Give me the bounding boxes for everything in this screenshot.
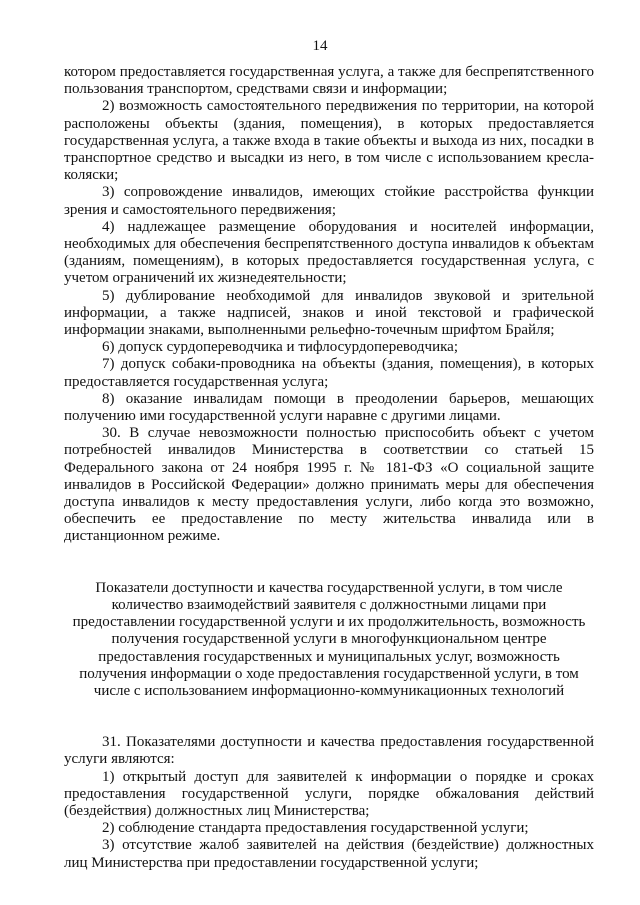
paragraph-item-8: 8) оказание инвалидам помощи в преодолении барьеров, мешающих получению ими государственной услуги наравне с другими лицами. [64,390,594,425]
heading-line: количество взаимодействий заявителя с должностными лицами при [111,596,547,613]
paragraph-item-3: 3) сопровождение инвалидов, имеющих стойкие расстройства функции зрения и самостоятельного передвижения; [64,184,594,218]
document-body [64,64,594,872]
section-heading [64,580,594,700]
heading-line: предоставлении государственной услуги и их продолжительность, возможность [72,614,586,631]
heading-line: Показатели доступности и качества государственной услуги, в том числе [95,579,563,596]
paragraph-indicator-3: 3) отсутствие жалоб заявителей на действия (бездействие) должностных лиц Министерства при предоставлении государственной услуги; [64,837,594,871]
paragraph-clause-30: 30. В случае невозможности полностью приспособить объект с учетом потребностей инвалидов Министерства в соответствии со статьей 15 Федерального закона от 24 ноября 1995 г. № 181-ФЗ «О социальной защите инвалидов в Российской Федерации» должно принимать меры для обеспечения доступа инвалидов к месту предоставления услуги, либо когда это возможно, обеспечить ее предоставление по месту жительства инвалида или в дистанционном режиме. [64,425,594,545]
paragraph-item-2: 2) возможность самостоятельного передвижения по территории, на которой расположены объекты (здания, помещения), в которых предоставляется государственная услуга, а также входа в такие объекты и выхода из них, посадки в транспортное средство и высадки из него, в том числе с использованием кресла-коляски; [64,98,594,184]
paragraph-item-6: 6) допуск сурдопереводчика и тифлосурдопереводчика; [102,339,458,356]
paragraph-item-7: 7) допуск собаки-проводника на объекты (здания, помещения), в которых предоставляется государственная услуга; [64,356,594,390]
page-number: 14 [312,38,328,54]
heading-line: числе с использованием информационно-коммуникационных технологий [93,682,565,699]
paragraph-item-5: 5) дублирование необходимой для инвалидов звуковой и зрительной информации, а также надписей, знаков и иной текстовой и графической информации знаками, выполненными рельефно-точечным шрифтом Брайля; [64,287,594,339]
heading-line: получения информации о ходе предоставления государственной услуги, в том [79,665,579,682]
heading-line: получения государственной услуги в многофункциональном центре [111,631,547,648]
paragraph-continuation: котором предоставляется государственная услуга, а также для беспрепятственного пользования транспортом, средствами связи и информации; [64,64,594,98]
heading-line: предоставления государственных и муниципальных услуг, возможность [98,648,560,665]
paragraph-clause-31: 31. Показателями доступности и качества предоставления государственной услуги являются: [64,734,594,768]
paragraph-item-4: 4) надлежащее размещение оборудования и носителей информации, необходимых для обеспечения беспрепятственного доступа инвалидов к объектам (зданиям, помещениям), в которых предоставляется государственная услуга, с учетом ограничений их жизнедеятельности; [64,218,594,287]
paragraph-indicator-1: 1) открытый доступ для заявителей к информации о порядке и сроках предоставления государственной услуги, порядке обжалования действий (бездействия) должностных лиц Министерства; [64,768,594,819]
paragraph-indicator-2: 2) соблюдение стандарта предоставления государственной услуги; [102,820,529,837]
